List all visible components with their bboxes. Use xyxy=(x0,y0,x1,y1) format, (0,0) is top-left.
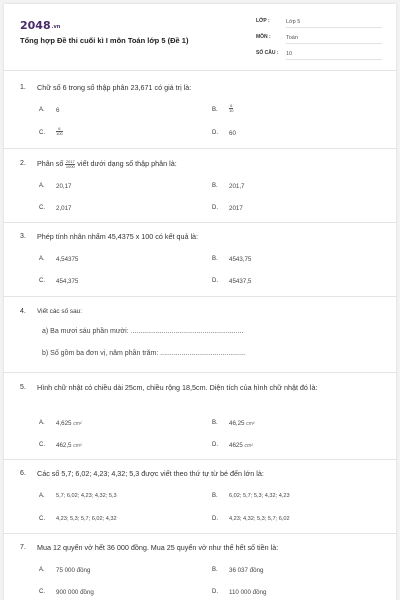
exam-title: Tổng hợp Đề thi cuối kì I môn Toán lớp 5 (Đề 1) xyxy=(20,36,189,45)
unit-label: cm² xyxy=(73,443,82,449)
brand-suffix: .vn xyxy=(51,24,61,30)
option-d[interactable]: 45437,5 xyxy=(229,278,252,285)
subject-value: Toán xyxy=(286,33,382,44)
option-a[interactable]: 4,54375 xyxy=(56,256,79,263)
option-d[interactable]: 60 xyxy=(229,130,236,137)
option-letter: A. xyxy=(39,107,45,113)
option-letter: D. xyxy=(212,278,218,284)
class-value: Lớp 5 xyxy=(286,17,382,28)
question-number: 6. xyxy=(20,470,26,477)
unit-label: cm² xyxy=(246,421,255,427)
class-label: LỚP : xyxy=(256,18,270,24)
meta-class xyxy=(256,18,382,30)
option-c[interactable] xyxy=(56,127,63,136)
option-letter: B. xyxy=(212,493,218,499)
answer-line-b[interactable]: b) Số gồm ba đơn vị, năm phần trăm: ............................................ xyxy=(42,350,246,357)
brand-name: 2048 xyxy=(20,19,51,32)
option-letter: C. xyxy=(39,516,45,522)
option-letter: B. xyxy=(212,183,218,189)
question-text: Phép tính nhân nhẩm 45,4375 x 100 có kết quả là: xyxy=(37,232,199,241)
option-c[interactable]: 462,5 cm² xyxy=(56,442,82,449)
option-letter: C. xyxy=(39,278,45,284)
option-letter: A. xyxy=(39,567,45,573)
question-number: 7. xyxy=(20,544,26,551)
option-a[interactable]: 5,7; 6,02; 4,23; 4,32; 5,3 xyxy=(56,493,117,499)
question-text: Hình chữ nhật có chiều dài 25cm, chiều rộng 18,5cm. Diện tích của hình chữ nhật đó là: xyxy=(37,383,318,392)
option-b[interactable] xyxy=(229,104,233,113)
option-letter: A. xyxy=(39,420,45,426)
option-a[interactable]: 20,17 xyxy=(56,183,72,190)
option-b[interactable]: 46,25 cm² xyxy=(229,420,255,427)
question-text: Mua 12 quyển vở hết 36 000 đồng. Mua 25 quyển vở như thế hết số tiền là: xyxy=(37,543,279,552)
option-a[interactable]: 6 xyxy=(56,107,60,114)
question-text: Phân số $\frac{2017}{1000}$ viết dưới dạng số thập phân là: xyxy=(37,158,177,169)
option-c[interactable]: 2,017 xyxy=(56,205,72,212)
option-letter: A. xyxy=(39,183,45,189)
option-letter: D. xyxy=(212,442,218,448)
meta-subject xyxy=(256,34,382,46)
option-c[interactable]: 900 000 đồng xyxy=(56,589,94,596)
option-letter: D. xyxy=(212,130,218,136)
question-text: Chữ số 6 trong số thập phân 23,671 có giá trị là: xyxy=(37,83,192,92)
question-number: 1. xyxy=(20,84,26,91)
option-letter: B. xyxy=(212,420,218,426)
option-d[interactable]: 4625 cm² xyxy=(229,442,253,449)
unit-label: cm² xyxy=(244,443,253,449)
option-a[interactable]: 4,625 cm² xyxy=(56,420,82,427)
question-divider xyxy=(4,372,396,373)
question-number: 4. xyxy=(20,308,26,315)
option-a[interactable]: 75 000 đồng xyxy=(56,567,91,574)
option-letter: B. xyxy=(212,256,218,262)
option-letter: C. xyxy=(39,442,45,448)
question-divider xyxy=(4,459,396,460)
fraction: $\frac{2017}{1000}$ xyxy=(65,158,75,169)
unit-label: cm² xyxy=(73,421,82,427)
option-b[interactable]: 4543,75 xyxy=(229,256,252,263)
option-letter: C. xyxy=(39,589,45,595)
fraction: $\frac{6}{10}$ xyxy=(229,103,234,113)
count-value: 10 xyxy=(286,49,382,60)
option-d[interactable]: 2017 xyxy=(229,205,243,212)
exam-page xyxy=(4,4,396,600)
question-number: 3. xyxy=(20,233,26,240)
option-letter: B. xyxy=(212,107,218,113)
option-letter: D. xyxy=(212,516,218,522)
meta-count xyxy=(256,50,382,62)
question-divider xyxy=(4,533,396,534)
option-letter: A. xyxy=(39,493,45,499)
fraction: $\frac{6}{100}$ xyxy=(56,126,63,136)
option-letter: A. xyxy=(39,256,45,262)
option-b[interactable]: 201,7 xyxy=(229,183,245,190)
question-divider xyxy=(4,148,396,149)
brand-logo[interactable] xyxy=(20,19,60,32)
subject-label: MÔN : xyxy=(256,34,271,40)
option-letter: D. xyxy=(212,205,218,211)
option-letter: D. xyxy=(212,589,218,595)
option-letter: C. xyxy=(39,205,45,211)
question-divider xyxy=(4,222,396,223)
answer-line-a[interactable]: a) Ba mươi sáu phần mười: .......................................................... xyxy=(42,328,244,335)
option-b[interactable]: 36 037 đồng xyxy=(229,567,264,574)
question-number: 2. xyxy=(20,160,26,167)
option-letter: B. xyxy=(212,567,218,573)
question-divider xyxy=(4,296,396,297)
option-b[interactable]: 6,02; 5,7; 5,3; 4,32; 4,23 xyxy=(229,493,290,499)
option-letter: C. xyxy=(39,130,45,136)
question-number: 5. xyxy=(20,384,26,391)
option-c[interactable]: 454,375 xyxy=(56,278,79,285)
count-label: SỐ CÂU : xyxy=(256,50,279,56)
option-c[interactable]: 4,23; 5,3; 5,7; 6,02; 4,32 xyxy=(56,516,117,522)
question-text: Viết các số sau: xyxy=(37,308,82,315)
question-text: Các số 5,7; 6,02; 4,23; 4,32; 5,3 được viết theo thứ tự từ bé đến lớn là: xyxy=(37,469,264,478)
option-d[interactable]: 110 000 đồng xyxy=(229,589,267,596)
option-d[interactable]: 4,23; 4,32; 5,3; 5,7; 6,02 xyxy=(229,516,290,522)
header-divider xyxy=(4,70,396,71)
exam-header xyxy=(4,4,396,66)
